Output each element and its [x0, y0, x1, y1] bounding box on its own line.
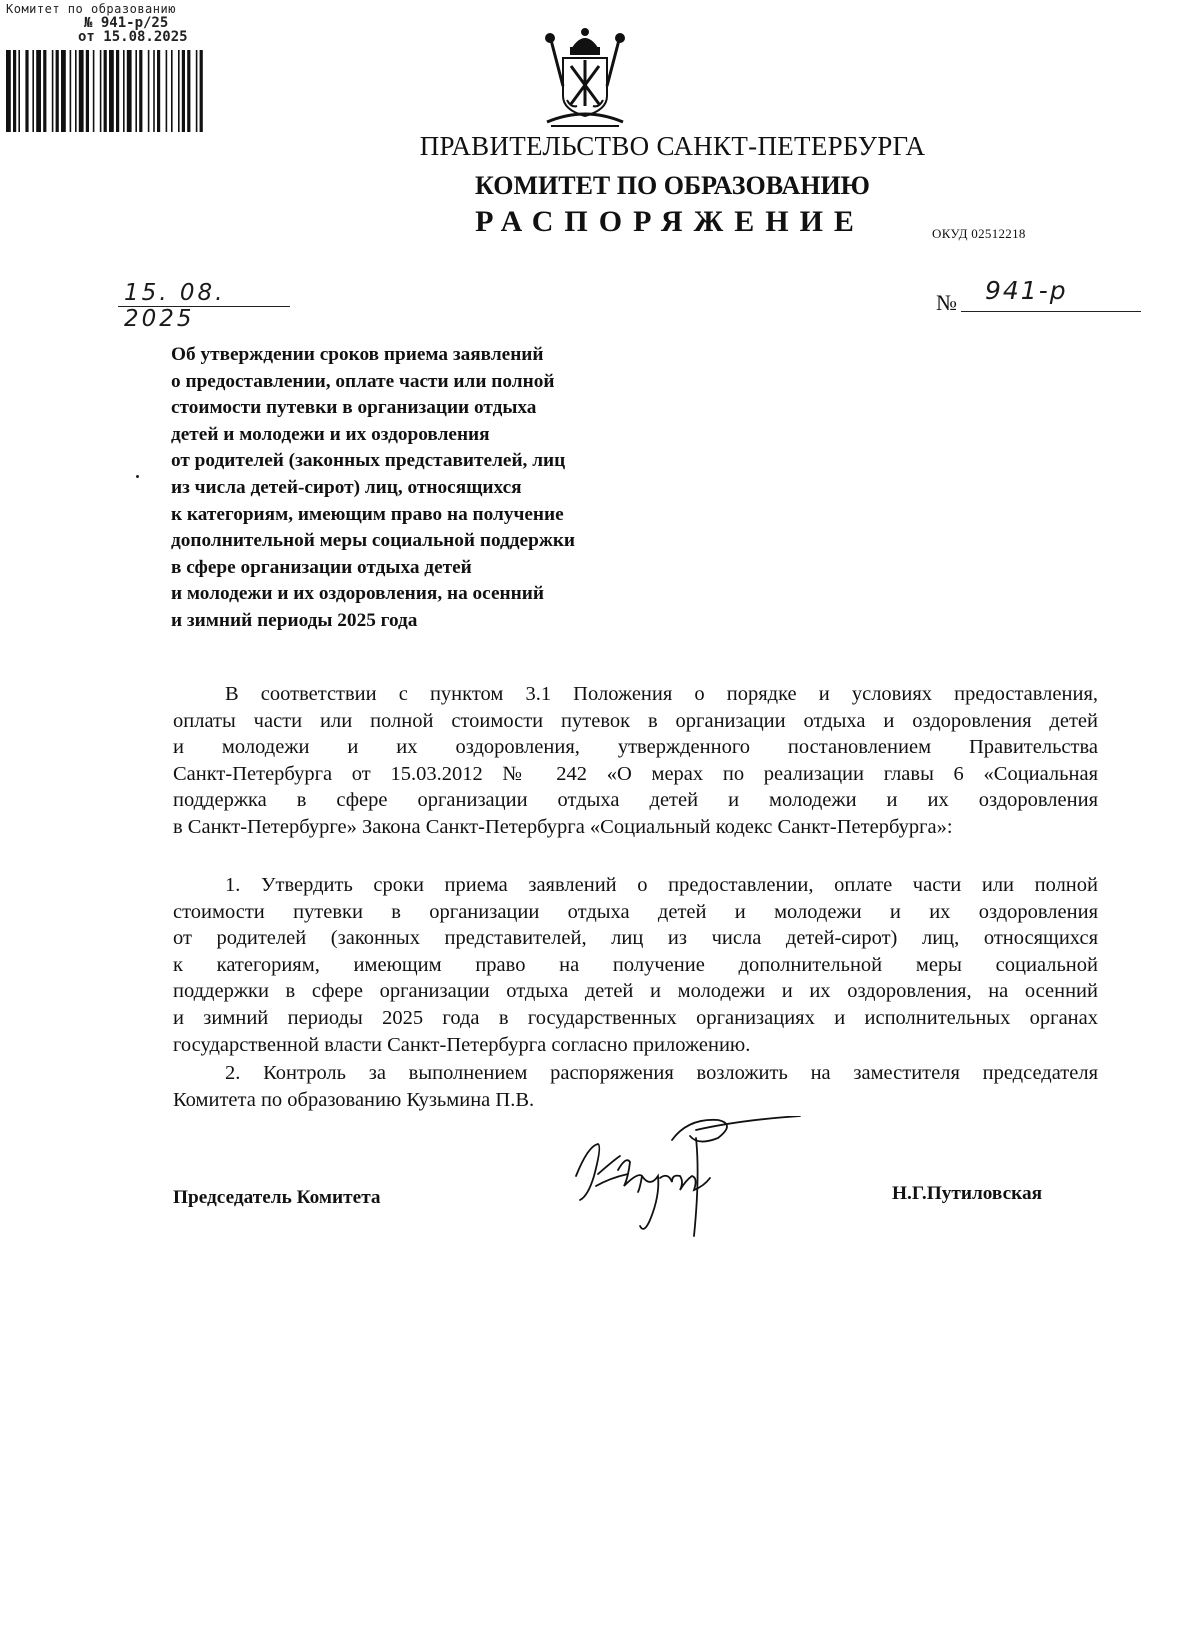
barcode-bar	[123, 50, 125, 132]
subject-line: и зимний периоды 2025 года	[171, 609, 418, 631]
text-line: и зимний периоды 2025 года в государственных организациях и исполнительных органах	[173, 1006, 1098, 1029]
signer-position: Председатель Комитета	[173, 1187, 381, 1208]
barcode-bar	[43, 50, 46, 132]
barcode-bar	[75, 50, 77, 132]
subject-line: дополнительной меры социальной поддержки	[171, 530, 576, 552]
barcode-bar	[148, 50, 150, 132]
date-underline	[118, 306, 290, 307]
barcode-bar	[196, 50, 198, 132]
registration-stamp	[6, 2, 256, 137]
barcode-bar	[104, 50, 107, 132]
item-1-paragraph	[173, 872, 1098, 1058]
subject-line: в сфере организации отдыха детей	[171, 556, 472, 578]
barcode-bar	[166, 50, 168, 132]
text-line: государственной власти Санкт-Петербурга согласно приложению.	[173, 1033, 751, 1056]
number-underline	[961, 311, 1141, 312]
text-line: В соответствии с пунктом 3.1 Положения о порядке и условиях предоставления,	[225, 683, 1098, 705]
text-line: Санкт-Петербурга от 15.03.2012 № 242 «О мерах по реализации главы 6 «Социальная	[173, 762, 1098, 785]
barcode-bar	[139, 50, 142, 132]
subject-line: из числа детей-сирот) лиц, относящихся	[171, 476, 522, 498]
barcode-bar	[61, 50, 66, 132]
text-line: 1. Утвердить сроки приема заявлений о предоставлении, оплате части или полной	[225, 874, 1098, 896]
barcode-bar	[200, 50, 203, 132]
barcode-bar	[6, 50, 11, 132]
document-type: РАСПОРЯЖЕНИЕ	[475, 205, 865, 238]
subject-line: и молодежи и их оздоровления, на осенний	[171, 583, 544, 605]
text-line: и молодежи и их оздоровления, утвержденного постановлением Правительства	[173, 736, 1098, 759]
committee-title: КОМИТЕТ ПО ОБРАЗОВАНИЮ	[475, 171, 870, 200]
text-line: стоимости путевки в организации отдыха детей и молодежи и их оздоровления	[173, 900, 1098, 923]
barcode-bar	[178, 50, 180, 132]
text-line: от родителей (законных представителей, лиц из числа детей-сирот) лиц, относящихся	[173, 927, 1098, 950]
text-line: к категориям, имеющим право на получение дополнительной меры социальной	[173, 953, 1098, 976]
barcode-bar	[13, 50, 16, 132]
subject-line: детей и молодежи и их оздоровления	[171, 423, 490, 445]
text-line: поддержка в сфере организации отдыха детей и молодежи и их оздоровления	[173, 789, 1098, 812]
government-title: ПРАВИТЕЛЬСТВО САНКТ-ПЕТЕРБУРГА	[419, 131, 926, 161]
barcode-bar	[86, 50, 89, 132]
barcode	[6, 50, 256, 132]
stamp-organization: Комитет по образованию	[6, 2, 176, 16]
handwritten-signature	[568, 1116, 818, 1251]
subject-line: от родителей (законных представителей, лиц	[171, 450, 566, 472]
barcode-bar	[93, 50, 95, 132]
preamble-paragraph	[173, 681, 1098, 841]
barcode-bar	[135, 50, 137, 132]
barcode-bar	[25, 50, 28, 132]
item-2-paragraph	[173, 1060, 1098, 1113]
barcode-bar	[70, 50, 72, 132]
text-line: Комитета по образованию Кузьмина П.В.	[173, 1088, 535, 1111]
barcode-bar	[79, 50, 84, 132]
subject-line: к категориям, имеющим право на получение	[171, 503, 564, 525]
barcode-bar	[116, 50, 119, 132]
barcode-bar	[18, 50, 20, 132]
number-label: №	[936, 290, 957, 315]
barcode-bar	[109, 50, 114, 132]
barcode-bar	[100, 50, 102, 132]
coat-of-arms-emblem	[537, 26, 633, 132]
barcode-bar	[182, 50, 185, 132]
handwritten-date: 15. 08. 2025	[124, 280, 226, 332]
text-line: в Санкт-Петербурге» Закона Санкт-Петербурга «Социальный кодекс Санкт-Петербурга»:	[173, 815, 953, 838]
text-line: поддержки в сфере организации отдыха детей и молодежи и их оздоровления, на осенний	[173, 980, 1098, 1003]
text-line: оплаты части или полной стоимости путевок в организации отдыха и оздоровления детей	[173, 709, 1098, 732]
subject-line: Об утверждении сроков приема заявлений	[171, 344, 544, 365]
barcode-bar	[52, 50, 54, 132]
okud-code: ОКУД 02512218	[932, 226, 1026, 241]
barcode-bar	[153, 50, 155, 132]
subject-line: о предоставлении, оплате части или полной	[171, 370, 555, 392]
stamp-date: от 15.08.2025	[78, 29, 188, 45]
signer-name: Н.Г.Путиловская	[892, 1183, 1043, 1204]
barcode-bar	[32, 50, 34, 132]
barcode-bar	[157, 50, 160, 132]
text-line: 2. Контроль за выполнением распоряжения возложить на заместителя председателя	[225, 1062, 1098, 1084]
barcode-bar	[187, 50, 190, 132]
barcode-bar	[56, 50, 59, 132]
handwritten-number: 941-р	[985, 276, 1068, 305]
barcode-bar	[127, 50, 132, 132]
subject-line: стоимости путевки в организации отдыха	[171, 397, 537, 419]
barcode-bar	[171, 50, 173, 132]
barcode-bar	[36, 50, 41, 132]
document-subject	[171, 342, 691, 635]
stamp-number: № 941-р/25	[84, 15, 169, 31]
scan-speck	[136, 475, 139, 478]
